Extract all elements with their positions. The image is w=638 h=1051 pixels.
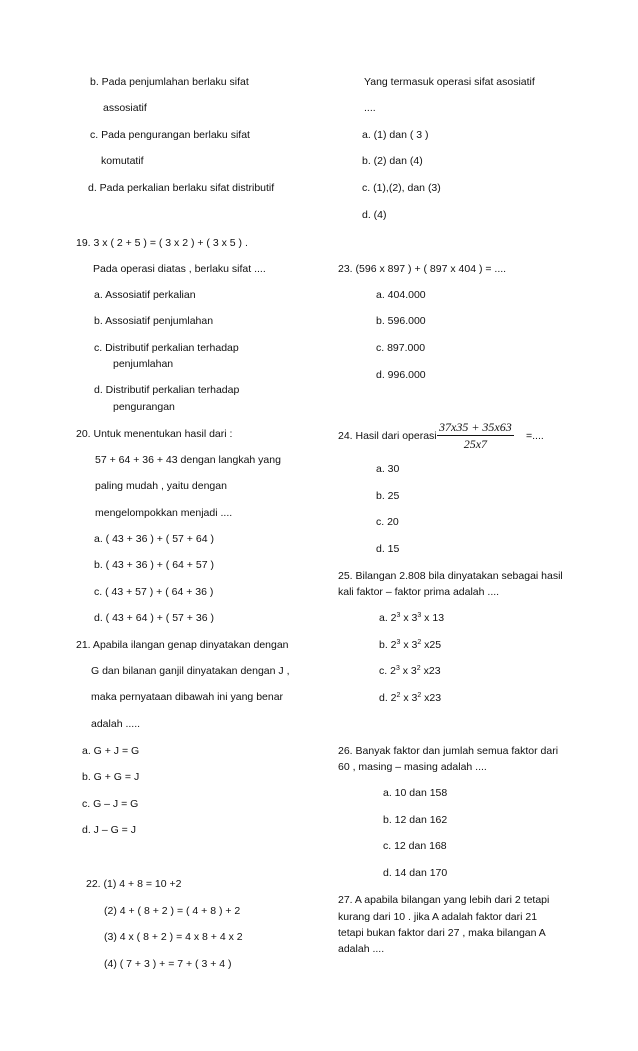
q26-option-c: c. 12 dan 168 [383,840,447,852]
q25-option-c: c. $2^3$ x $3^2$ x23 [379,665,441,677]
q20-line3: paling mudah , yaitu dengan [95,480,227,492]
q22-statement-3: (3) 4 x ( 8 + 2 ) = 4 x 8 + 4 x 2 [104,931,243,943]
q22-statement-1: 22. (1) 4 + 8 = 10 +2 [86,878,182,890]
q25-option-b: b. $2^3$ x $3^2$ x25 [379,639,442,651]
q22-statement-2: (2) 4 + ( 8 + 2 ) = ( 4 + 8 ) + 2 [104,905,241,917]
q18-option-d: d. Pada perkalian berlaku sifat distributif [88,182,275,194]
q21-option-b: b. G + G = J [82,771,140,783]
q19-prompt: Pada operasi diatas , berlaku sifat .... [93,263,266,275]
q18-option-c-line2: komutatif [101,155,144,167]
q19-option-a: a. Assosiatif perkalian [94,289,196,301]
q23-question: 23. (596 x 897 ) + ( 897 x 404 ) = .... [338,263,507,275]
q27-line3: tetapi bukan faktor dari 27 , maka bilangan A [338,927,546,939]
q19-question: 19. 3 x ( 2 + 5 ) = ( 3 x 2 ) + ( 3 x 5 ) . [76,237,248,249]
q21-line2: G dan bilanan ganjil dinyatakan dengan J , [91,665,290,677]
q23-option-b: b. 596.000 [376,315,426,327]
q24-option-d: d. 15 [376,543,400,555]
q23-option-c: c. 897.000 [376,342,426,354]
q24-numerator: 37x35 + 35x63 [439,420,512,434]
q27-line1: 27. A apabila bilangan yang lebih dari 2 tetapi [338,894,550,906]
q20-option-d: d. ( 43 + 64 ) + ( 57 + 36 ) [94,612,214,624]
q26-option-d: d. 14 dan 170 [383,867,448,879]
q18-option-c-line1: c. Pada pengurangan berlaku sifat [90,129,250,141]
q25-option-d: d. $2^2$ x $3^2$ x23 [379,692,442,704]
q26-option-a: a. 10 dan 158 [383,787,448,799]
q22-statement-4: (4) ( 7 + 3 ) + = 7 + ( 3 + 4 ) [104,958,232,970]
q22-option-b: b. (2) dan (4) [362,155,423,167]
q18-option-b-line2: assosiatif [103,102,147,114]
q19-option-c-line2: penjumlahan [113,358,174,370]
q27-line2: kurang dari 10 . jika A adalah faktor dari 21 [338,911,538,923]
q26-option-b: b. 12 dan 162 [383,814,448,826]
q22-option-c: c. (1),(2), dan (3) [362,182,441,194]
q21-line4: adalah ..... [91,718,141,730]
q19-option-c-line1: c. Distributif perkalian terhadap [94,342,239,354]
q24-denominator: 25x7 [463,437,488,451]
q24-option-a: a. 30 [376,463,400,475]
q26-line2: 60 , masing – masing adalah .... [338,761,487,773]
q20-option-c: c. ( 43 + 57 ) + ( 64 + 36 ) [94,586,214,598]
q22-prompt-line1: Yang termasuk operasi sifat asosiatif [364,76,535,88]
q22-option-a: a. (1) dan ( 3 ) [362,129,429,141]
q19-option-d-line1: d. Distributif perkalian terhadap [94,384,240,396]
q24-question: 24. Hasil dari operasi [338,430,437,442]
q26-line1: 26. Banyak faktor dan jumlah semua faktor dari [338,745,559,757]
q20-option-a: a. ( 43 + 36 ) + ( 57 + 64 ) [94,533,214,545]
q24-option-c: c. 20 [376,516,399,528]
q21-question: 21. Apabila ilangan genap dinyatakan dengan [76,639,289,651]
q21-option-a: a. G + J = G [82,745,140,757]
q21-option-d: d. J – G = J [82,824,136,836]
q20-option-b: b. ( 43 + 36 ) + ( 64 + 57 ) [94,559,214,571]
q20-question: 20. Untuk menentukan hasil dari : [76,428,233,440]
q19-option-d-line2: pengurangan [113,401,175,413]
q25-option-a: a. $2^3$ x $3^3$ x 13 [379,612,445,624]
q21-line3: maka pernyataan dibawah ini yang benar [91,691,284,703]
q21-option-c: c. G – J = G [82,798,139,810]
q24-fraction [437,420,514,451]
q22-prompt-line2: .... [364,102,376,114]
q25-line2: kali faktor – faktor prima adalah .... [338,586,500,598]
q24-equals: =.... [526,430,544,442]
q20-line4: mengelompokkan menjadi .... [95,507,233,519]
q27-line4: adalah .... [338,943,385,955]
q23-option-d: d. 996.000 [376,369,426,381]
q24-option-b: b. 25 [376,490,400,502]
q23-option-a: a. 404.000 [376,289,426,301]
q22-option-d: d. (4) [362,209,387,221]
q18-option-b-line1: b. Pada penjumlahan berlaku sifat [90,76,249,88]
q20-line2: 57 + 64 + 36 + 43 dengan langkah yang [95,454,281,466]
q19-option-b: b. Assosiatif penjumlahan [94,315,214,327]
q25-line1: 25. Bilangan 2.808 bila dinyatakan sebagai hasil [338,570,563,582]
